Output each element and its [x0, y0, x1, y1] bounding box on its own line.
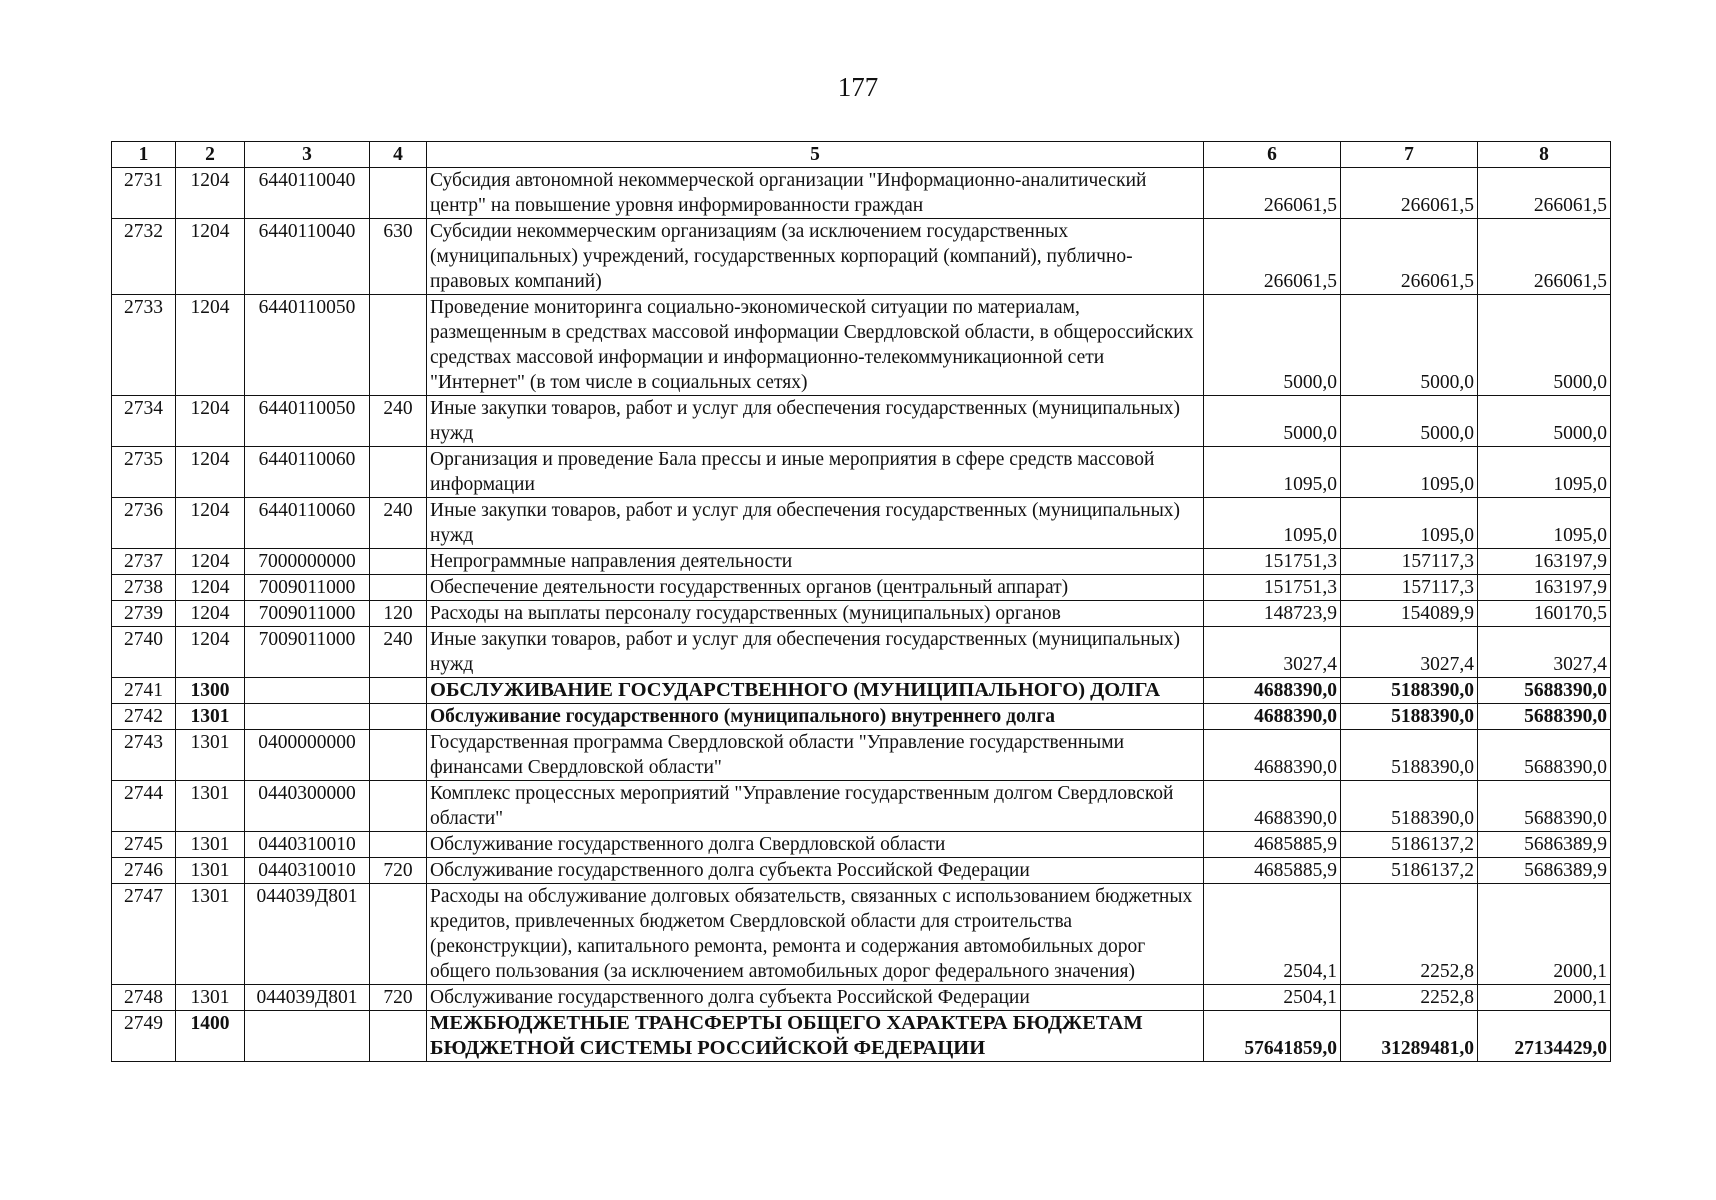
- table-row: [112, 832, 1611, 858]
- table-row: [112, 549, 1611, 575]
- table-row: [112, 498, 1611, 549]
- expense-type-code: [370, 832, 427, 858]
- section-code: 1301: [176, 704, 245, 730]
- amount-col-6: 266061,5: [1204, 168, 1341, 219]
- amount-col-6: 57641859,0: [1204, 1011, 1341, 1062]
- row-number: 2736: [112, 498, 176, 549]
- row-number: 2747: [112, 884, 176, 985]
- amount-col-6: 4688390,0: [1204, 781, 1341, 832]
- item-name: МЕЖБЮДЖЕТНЫЕ ТРАНСФЕРТЫ ОБЩЕГО ХАРАКТЕРА БЮДЖЕТАМ БЮДЖЕТНОЙ СИСТЕМЫ РОССИЙСКОЙ ФЕДЕРАЦИИ: [427, 1011, 1204, 1062]
- amount-col-8: 5688390,0: [1478, 781, 1611, 832]
- amount-col-8: 163197,9: [1478, 575, 1611, 601]
- item-name: Субсидия автономной некоммерческой организации "Информационно-аналитический центр" на повышение уровня информированности граждан: [427, 168, 1204, 219]
- amount-col-7: 266061,5: [1341, 219, 1478, 295]
- amount-col-8: 3027,4: [1478, 627, 1611, 678]
- amount-col-6: 4685885,9: [1204, 832, 1341, 858]
- column-header: 4: [370, 142, 427, 168]
- row-number: 2744: [112, 781, 176, 832]
- amount-col-6: 2504,1: [1204, 884, 1341, 985]
- amount-col-8: 5686389,9: [1478, 858, 1611, 884]
- amount-col-8: 2000,1: [1478, 884, 1611, 985]
- row-number: 2738: [112, 575, 176, 601]
- target-article-code: 7009011000: [245, 627, 370, 678]
- column-header: 1: [112, 142, 176, 168]
- item-name: Комплекс процессных мероприятий "Управление государственным долгом Свердловской области": [427, 781, 1204, 832]
- table-row: [112, 884, 1611, 985]
- expense-type-code: [370, 447, 427, 498]
- target-article-code: 7009011000: [245, 575, 370, 601]
- amount-col-7: 31289481,0: [1341, 1011, 1478, 1062]
- amount-col-7: 5000,0: [1341, 295, 1478, 396]
- row-number: 2732: [112, 219, 176, 295]
- expense-type-code: 240: [370, 498, 427, 549]
- amount-col-6: 1095,0: [1204, 447, 1341, 498]
- table-row: [112, 704, 1611, 730]
- row-number: 2740: [112, 627, 176, 678]
- table-row: [112, 601, 1611, 627]
- amount-col-8: 160170,5: [1478, 601, 1611, 627]
- amount-col-6: 2504,1: [1204, 985, 1341, 1011]
- expense-type-code: 720: [370, 858, 427, 884]
- amount-col-7: 5000,0: [1341, 396, 1478, 447]
- row-number: 2735: [112, 447, 176, 498]
- table-row: [112, 168, 1611, 219]
- target-article-code: 6440110050: [245, 295, 370, 396]
- target-article-code: 044039Д801: [245, 884, 370, 985]
- expense-type-code: 120: [370, 601, 427, 627]
- row-number: 2745: [112, 832, 176, 858]
- target-article-code: 6440110040: [245, 219, 370, 295]
- amount-col-8: 5688390,0: [1478, 730, 1611, 781]
- section-code: 1204: [176, 627, 245, 678]
- expense-type-code: 240: [370, 396, 427, 447]
- column-header: 3: [245, 142, 370, 168]
- amount-col-6: 5000,0: [1204, 396, 1341, 447]
- amount-col-8: 5000,0: [1478, 396, 1611, 447]
- section-code: 1301: [176, 858, 245, 884]
- item-name: Обслуживание государственного (муниципального) внутреннего долга: [427, 704, 1204, 730]
- target-article-code: 6440110040: [245, 168, 370, 219]
- table-row: [112, 781, 1611, 832]
- expense-type-code: [370, 1011, 427, 1062]
- section-code: 1204: [176, 575, 245, 601]
- section-code: 1204: [176, 601, 245, 627]
- table-row: [112, 627, 1611, 678]
- target-article-code: 7000000000: [245, 549, 370, 575]
- section-code: 1301: [176, 985, 245, 1011]
- target-article-code: 0440300000: [245, 781, 370, 832]
- section-code: 1204: [176, 168, 245, 219]
- expense-type-code: [370, 678, 427, 704]
- amount-col-8: 5688390,0: [1478, 678, 1611, 704]
- amount-col-7: 1095,0: [1341, 447, 1478, 498]
- amount-col-6: 3027,4: [1204, 627, 1341, 678]
- page-number: 177: [837, 72, 879, 102]
- amount-col-6: 1095,0: [1204, 498, 1341, 549]
- section-code: 1204: [176, 447, 245, 498]
- target-article-code: 0440310010: [245, 858, 370, 884]
- section-code: 1400: [176, 1011, 245, 1062]
- row-number: 2746: [112, 858, 176, 884]
- section-code: 1204: [176, 498, 245, 549]
- amount-col-7: 5186137,2: [1341, 832, 1478, 858]
- amount-col-7: 5186137,2: [1341, 858, 1478, 884]
- section-code: 1301: [176, 781, 245, 832]
- amount-col-6: 4688390,0: [1204, 678, 1341, 704]
- amount-col-7: 154089,9: [1341, 601, 1478, 627]
- row-number: 2741: [112, 678, 176, 704]
- amount-col-8: 2000,1: [1478, 985, 1611, 1011]
- amount-col-7: 2252,8: [1341, 985, 1478, 1011]
- amount-col-7: 3027,4: [1341, 627, 1478, 678]
- item-name: Иные закупки товаров, работ и услуг для обеспечения государственных (муниципальных) нужд: [427, 627, 1204, 678]
- item-name: Организация и проведение Бала прессы и иные мероприятия в сфере средств массовой информации: [427, 447, 1204, 498]
- item-name: Обеспечение деятельности государственных органов (центральный аппарат): [427, 575, 1204, 601]
- item-name: Субсидии некоммерческим организациям (за исключением государственных (муниципальных) учреждений, государственных корпораций (компаний), публично-правовых компаний): [427, 219, 1204, 295]
- amount-col-8: 266061,5: [1478, 219, 1611, 295]
- section-code: 1300: [176, 678, 245, 704]
- amount-col-7: 1095,0: [1341, 498, 1478, 549]
- header-row: [112, 142, 1611, 168]
- row-number: 2742: [112, 704, 176, 730]
- amount-col-8: 1095,0: [1478, 447, 1611, 498]
- expense-type-code: 720: [370, 985, 427, 1011]
- expense-type-code: [370, 549, 427, 575]
- target-article-code: 044039Д801: [245, 985, 370, 1011]
- budget-table: [111, 141, 1611, 1062]
- row-number: 2737: [112, 549, 176, 575]
- amount-col-7: 157117,3: [1341, 549, 1478, 575]
- row-number: 2731: [112, 168, 176, 219]
- table-row: [112, 730, 1611, 781]
- item-name: Расходы на выплаты персоналу государственных (муниципальных) органов: [427, 601, 1204, 627]
- section-code: 1301: [176, 832, 245, 858]
- section-code: 1204: [176, 219, 245, 295]
- amount-col-6: 151751,3: [1204, 575, 1341, 601]
- column-header: 5: [427, 142, 1204, 168]
- item-name: Государственная программа Свердловской области "Управление государственными финансами Свердловской области": [427, 730, 1204, 781]
- table-row: [112, 858, 1611, 884]
- amount-col-8: 5688390,0: [1478, 704, 1611, 730]
- amount-col-6: 4688390,0: [1204, 730, 1341, 781]
- amount-col-7: 5188390,0: [1341, 704, 1478, 730]
- table-row: [112, 447, 1611, 498]
- expense-type-code: [370, 704, 427, 730]
- item-name: Иные закупки товаров, работ и услуг для обеспечения государственных (муниципальных) нужд: [427, 498, 1204, 549]
- amount-col-8: 27134429,0: [1478, 1011, 1611, 1062]
- table-row: [112, 219, 1611, 295]
- section-code: 1301: [176, 884, 245, 985]
- amount-col-6: 5000,0: [1204, 295, 1341, 396]
- amount-col-7: 2252,8: [1341, 884, 1478, 985]
- expense-type-code: [370, 781, 427, 832]
- amount-col-7: 266061,5: [1341, 168, 1478, 219]
- amount-col-6: 148723,9: [1204, 601, 1341, 627]
- column-header: 2: [176, 142, 245, 168]
- amount-col-6: 4688390,0: [1204, 704, 1341, 730]
- item-name: ОБСЛУЖИВАНИЕ ГОСУДАРСТВЕННОГО (МУНИЦИПАЛЬНОГО) ДОЛГА: [427, 678, 1204, 704]
- target-article-code: [245, 704, 370, 730]
- column-header: 8: [1478, 142, 1611, 168]
- row-number: 2739: [112, 601, 176, 627]
- row-number: 2733: [112, 295, 176, 396]
- table-row: [112, 575, 1611, 601]
- amount-col-8: 5000,0: [1478, 295, 1611, 396]
- expense-type-code: [370, 730, 427, 781]
- amount-col-7: 5188390,0: [1341, 730, 1478, 781]
- column-header: 7: [1341, 142, 1478, 168]
- row-number: 2748: [112, 985, 176, 1011]
- item-name: Расходы на обслуживание долговых обязательств, связанных с использованием бюджетных кредитов, привлеченных бюджетом Свердловской области для строительства (реконструкции), капитального ремонта, ремонта и содержания автомобильных дорог общего пользования (за исключением автомобильных дорог федерального значения): [427, 884, 1204, 985]
- item-name: Иные закупки товаров, работ и услуг для обеспечения государственных (муниципальных) нужд: [427, 396, 1204, 447]
- target-article-code: 0440310010: [245, 832, 370, 858]
- section-code: 1301: [176, 730, 245, 781]
- item-name: Проведение мониторинга социально-экономической ситуации по материалам, размещенным в средствах массовой информации Свердловской области, в общероссийских средствах массовой информации и информационно-телекоммуникационной сети "Интернет" (в том числе в социальных сетях): [427, 295, 1204, 396]
- target-article-code: 6440110050: [245, 396, 370, 447]
- table-row: [112, 1011, 1611, 1062]
- amount-col-6: 266061,5: [1204, 219, 1341, 295]
- amount-col-6: 151751,3: [1204, 549, 1341, 575]
- item-name: Непрограммные направления деятельности: [427, 549, 1204, 575]
- table-row: [112, 396, 1611, 447]
- target-article-code: [245, 1011, 370, 1062]
- table-row: [112, 985, 1611, 1011]
- target-article-code: 0400000000: [245, 730, 370, 781]
- row-number: 2734: [112, 396, 176, 447]
- section-code: 1204: [176, 549, 245, 575]
- target-article-code: 7009011000: [245, 601, 370, 627]
- amount-col-7: 157117,3: [1341, 575, 1478, 601]
- expense-type-code: [370, 884, 427, 985]
- row-number: 2749: [112, 1011, 176, 1062]
- target-article-code: [245, 678, 370, 704]
- column-header: 6: [1204, 142, 1341, 168]
- target-article-code: 6440110060: [245, 498, 370, 549]
- amount-col-7: 5188390,0: [1341, 781, 1478, 832]
- expense-type-code: 630: [370, 219, 427, 295]
- amount-col-8: 266061,5: [1478, 168, 1611, 219]
- item-name: Обслуживание государственного долга субъекта Российской Федерации: [427, 858, 1204, 884]
- expense-type-code: [370, 295, 427, 396]
- expense-type-code: [370, 168, 427, 219]
- section-code: 1204: [176, 295, 245, 396]
- amount-col-7: 5188390,0: [1341, 678, 1478, 704]
- target-article-code: 6440110060: [245, 447, 370, 498]
- expense-type-code: [370, 575, 427, 601]
- table-row: [112, 295, 1611, 396]
- amount-col-8: 5686389,9: [1478, 832, 1611, 858]
- amount-col-8: 1095,0: [1478, 498, 1611, 549]
- item-name: Обслуживание государственного долга Свердловской области: [427, 832, 1204, 858]
- expense-type-code: 240: [370, 627, 427, 678]
- row-number: 2743: [112, 730, 176, 781]
- item-name: Обслуживание государственного долга субъекта Российской Федерации: [427, 985, 1204, 1011]
- table-row: [112, 678, 1611, 704]
- amount-col-8: 163197,9: [1478, 549, 1611, 575]
- amount-col-6: 4685885,9: [1204, 858, 1341, 884]
- section-code: 1204: [176, 396, 245, 447]
